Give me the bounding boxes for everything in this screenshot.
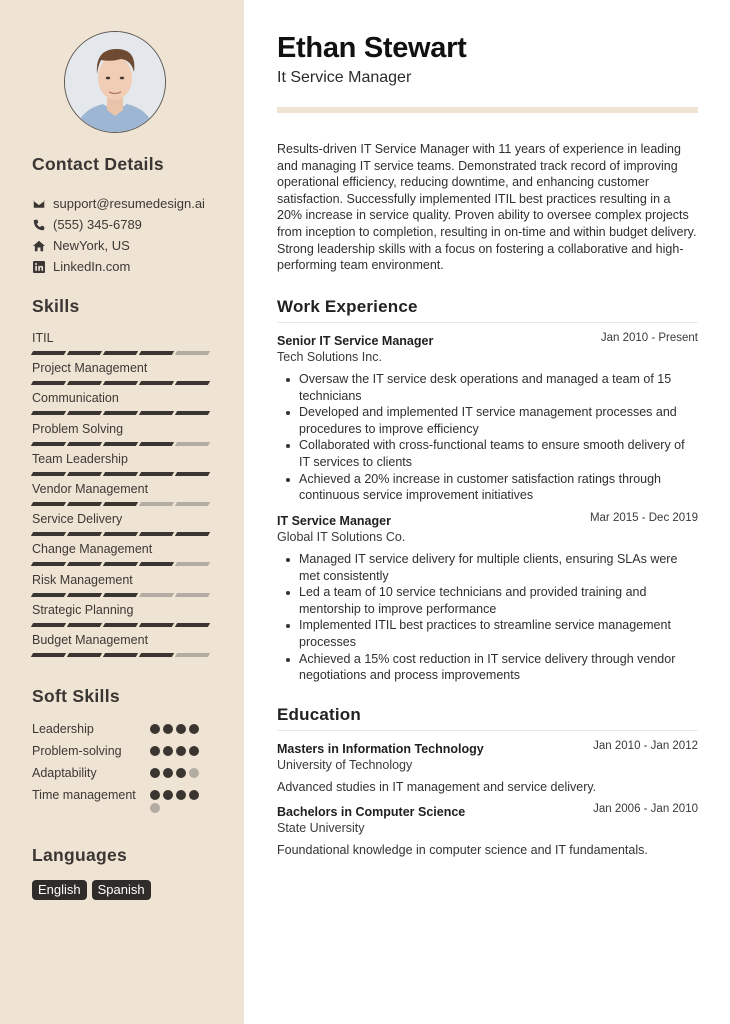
work-divider xyxy=(277,322,698,323)
skill-bar-filled xyxy=(67,532,102,536)
skill-label: Problem Solving xyxy=(32,421,124,436)
contact-phone-text: (555) 345-6789 xyxy=(53,217,142,232)
rating-dot-filled xyxy=(189,724,199,734)
skill-bar-filled xyxy=(67,381,102,385)
contact-email[interactable] xyxy=(32,193,205,214)
candidate-title: It Service Manager xyxy=(277,69,412,86)
soft-skill-item xyxy=(32,743,212,765)
rating-dot-filled xyxy=(176,746,186,756)
skill-bar-filled xyxy=(139,381,174,385)
soft-skill-rating xyxy=(150,790,202,813)
skill-bar-empty xyxy=(175,502,210,506)
languages-heading: Languages xyxy=(32,845,128,865)
skill-bar-filled xyxy=(139,442,174,446)
contact-location xyxy=(32,235,205,256)
soft-skill-item xyxy=(32,787,212,827)
work-entry xyxy=(277,512,698,684)
skill-bar-filled xyxy=(103,623,138,627)
linkedin-icon xyxy=(32,260,45,273)
degree-dates: Jan 2006 - Jan 2010 xyxy=(593,803,698,815)
skill-label: Strategic Planning xyxy=(32,602,134,617)
skill-item xyxy=(32,573,212,603)
skill-bar-filled xyxy=(31,562,66,566)
skill-bar-filled xyxy=(175,411,210,415)
skill-bar-filled xyxy=(103,442,138,446)
skill-label: Team Leadership xyxy=(32,451,128,466)
rating-dot-filled xyxy=(163,746,173,756)
skill-bar-filled xyxy=(175,381,210,385)
skill-bar-filled xyxy=(67,442,102,446)
degree-dates: Jan 2010 - Jan 2012 xyxy=(593,740,698,752)
skill-bar-empty xyxy=(139,593,174,597)
skill-level-meter xyxy=(32,502,212,506)
skill-bar-filled xyxy=(31,472,66,476)
job-company: Tech Solutions Inc. xyxy=(277,350,382,364)
home-icon xyxy=(32,239,45,252)
soft-skill-item xyxy=(32,721,212,743)
skill-item xyxy=(32,482,212,512)
rating-dot-filled xyxy=(176,724,186,734)
soft-skill-label: Leadership xyxy=(32,722,94,736)
job-bullet: Achieved a 15% cost reduction in IT service delivery through vendor negotiations and process improvements xyxy=(277,651,698,684)
skill-bar-empty xyxy=(175,442,210,446)
skill-label: Service Delivery xyxy=(32,512,123,527)
skill-level-meter xyxy=(32,351,212,355)
job-company: Global IT Solutions Co. xyxy=(277,530,406,544)
skill-level-meter xyxy=(32,593,212,597)
skill-item xyxy=(32,361,212,391)
language-badge: English xyxy=(32,880,87,900)
skill-item xyxy=(32,633,212,663)
contact-email-text: support@resumedesign.ai xyxy=(53,196,205,211)
skill-item xyxy=(32,422,212,452)
job-bullet: Achieved a 20% increase in customer satisfaction ratings through continuous service improvement initiatives xyxy=(277,471,698,504)
job-bullet: Implemented ITIL best practices to streamline service management processes xyxy=(277,617,698,650)
skill-level-meter xyxy=(32,472,212,476)
skill-bar-filled xyxy=(103,472,138,476)
skill-label: Project Management xyxy=(32,361,148,376)
phone-icon xyxy=(32,218,45,231)
skill-bar-filled xyxy=(31,502,66,506)
contact-phone[interactable] xyxy=(32,214,205,235)
school-name: State University xyxy=(277,821,365,835)
header-divider xyxy=(277,107,698,113)
skill-level-meter xyxy=(32,381,212,385)
contact-linkedin-text: LinkedIn.com xyxy=(53,259,131,274)
languages-list xyxy=(32,880,151,900)
soft-skill-rating xyxy=(150,724,202,734)
skill-bar-filled xyxy=(67,562,102,566)
skill-bar-filled xyxy=(103,653,138,657)
skill-label: Risk Management xyxy=(32,572,133,587)
rating-dot-filled xyxy=(163,768,173,778)
education-heading: Education xyxy=(277,705,361,724)
job-bullets xyxy=(277,551,698,684)
sidebar xyxy=(0,0,244,1024)
skill-item xyxy=(32,331,212,361)
work-entry xyxy=(277,332,698,504)
skill-bar-filled xyxy=(139,351,174,355)
rating-dot-filled xyxy=(189,746,199,756)
profile-photo xyxy=(64,31,166,133)
skill-bar-filled xyxy=(31,532,66,536)
soft-skill-rating xyxy=(150,768,202,778)
skill-bar-filled xyxy=(67,623,102,627)
degree-description: Advanced studies in IT management and service delivery. xyxy=(277,780,597,794)
skill-bar-filled xyxy=(103,351,138,355)
skill-bar-filled xyxy=(103,411,138,415)
skill-item xyxy=(32,512,212,542)
skill-bar-filled xyxy=(67,351,102,355)
rating-dot-filled xyxy=(163,724,173,734)
skill-bar-filled xyxy=(31,351,66,355)
skill-bar-filled xyxy=(175,472,210,476)
skill-label: Budget Management xyxy=(32,632,149,647)
education-entry xyxy=(277,803,698,858)
work-heading: Work Experience xyxy=(277,297,418,316)
skill-bar-filled xyxy=(67,653,102,657)
skill-label: ITIL xyxy=(32,331,54,345)
degree-name: Bachelors in Computer Science xyxy=(277,805,466,819)
skill-bar-empty xyxy=(175,562,210,566)
school-name: University of Technology xyxy=(277,758,413,772)
skill-level-meter xyxy=(32,653,212,657)
job-bullet: Collaborated with cross-functional teams to ensure smooth delivery of IT services to clients xyxy=(277,437,698,470)
skill-label: Vendor Management xyxy=(32,481,149,496)
skill-bar-filled xyxy=(31,442,66,446)
skill-bar-filled xyxy=(139,532,174,536)
envelope-icon xyxy=(32,197,45,210)
job-role: Senior IT Service Manager xyxy=(277,334,434,348)
candidate-name: Ethan Stewart xyxy=(277,32,467,64)
rating-dot-filled xyxy=(189,790,199,800)
skill-bar-filled xyxy=(103,562,138,566)
job-bullet: Oversaw the IT service desk operations and managed a team of 15 technicians xyxy=(277,371,698,404)
rating-dot-filled xyxy=(176,768,186,778)
skill-bar-filled xyxy=(139,411,174,415)
skill-bar-filled xyxy=(139,623,174,627)
rating-dot-filled xyxy=(150,724,160,734)
skill-bar-filled xyxy=(67,472,102,476)
education-entry xyxy=(277,740,698,795)
skill-level-meter xyxy=(32,623,212,627)
contact-location-text: NewYork, US xyxy=(53,238,130,253)
skill-bar-filled xyxy=(31,411,66,415)
skill-bar-filled xyxy=(139,562,174,566)
skill-item xyxy=(32,391,212,421)
rating-dot-filled xyxy=(163,790,173,800)
skill-bar-filled xyxy=(103,593,138,597)
skill-bar-filled xyxy=(31,653,66,657)
skill-label: Communication xyxy=(32,391,119,406)
rating-dot-filled xyxy=(176,790,186,800)
skill-bar-filled xyxy=(31,381,66,385)
skill-label: Change Management xyxy=(32,542,153,557)
contact-heading: Contact Details xyxy=(32,154,164,174)
skill-item xyxy=(32,452,212,482)
job-bullet: Managed IT service delivery for multiple clients, ensuring SLAs were met consistently xyxy=(277,551,698,584)
language-badge: Spanish xyxy=(92,880,151,900)
rating-dot-filled xyxy=(150,746,160,756)
rating-dot-filled xyxy=(150,790,160,800)
skill-level-meter xyxy=(32,532,212,536)
soft-skill-rating xyxy=(150,746,202,756)
education-divider xyxy=(277,730,698,731)
degree-name: Masters in Information Technology xyxy=(277,742,484,756)
skill-level-meter xyxy=(32,442,212,446)
skills-heading: Skills xyxy=(32,296,80,316)
skill-bar-filled xyxy=(175,623,210,627)
rating-dot-filled xyxy=(150,768,160,778)
avatar-portrait-icon xyxy=(65,32,165,132)
job-dates: Jan 2010 - Present xyxy=(600,332,698,344)
skill-level-meter xyxy=(32,562,212,566)
skill-bar-empty xyxy=(175,351,210,355)
skill-bar-filled xyxy=(103,502,138,506)
skill-bar-filled xyxy=(139,653,174,657)
soft-skills-list xyxy=(32,721,212,827)
soft-skill-label: Adaptability xyxy=(32,766,97,780)
skill-bar-filled xyxy=(103,532,138,536)
skills-list xyxy=(32,331,212,663)
skill-item xyxy=(32,542,212,572)
rating-dot-empty xyxy=(150,803,160,813)
rating-dot-empty xyxy=(189,768,199,778)
skill-level-meter xyxy=(32,411,212,415)
skill-bar-filled xyxy=(139,472,174,476)
skill-item xyxy=(32,603,212,633)
job-role: IT Service Manager xyxy=(277,514,391,528)
job-bullets xyxy=(277,371,698,504)
contact-list xyxy=(32,193,205,277)
soft-skill-label: Time management xyxy=(32,788,136,802)
skill-bar-filled xyxy=(31,623,66,627)
skill-bar-filled xyxy=(103,381,138,385)
summary-paragraph: Results-driven IT Service Manager with 11 years of experience in leading and managing IT service teams. Demonstrated track record of improving operational efficiency, reducing downtime, and enhancing customer satisfaction. Successfully implemented ITIL best practices resulting in a 20% increase in service quality. Proven ability to oversee complex projects from inception to completion, resulting in on-time and within budget delivery. Strong leadership skills with a focus on fostering a collaborative and high-performing team environment. xyxy=(277,142,697,273)
skill-bar-filled xyxy=(67,502,102,506)
skill-bar-empty xyxy=(175,653,210,657)
soft-skills-heading: Soft Skills xyxy=(32,686,120,706)
job-bullet: Led a team of 10 service technicians and provided training and mentorship to improve performance xyxy=(277,584,698,617)
degree-description: Foundational knowledge in computer science and IT fundamentals. xyxy=(277,843,648,857)
contact-linkedin[interactable] xyxy=(32,256,205,277)
skill-bar-filled xyxy=(31,593,66,597)
skill-bar-empty xyxy=(175,593,210,597)
job-bullet: Developed and implemented IT service management processes and procedures to improve efficiency xyxy=(277,404,698,437)
skill-bar-filled xyxy=(67,411,102,415)
skill-bar-empty xyxy=(139,502,174,506)
job-dates: Mar 2015 - Dec 2019 xyxy=(589,512,698,524)
skill-bar-filled xyxy=(175,532,210,536)
soft-skill-label: Problem-solving xyxy=(32,744,122,758)
skill-bar-filled xyxy=(67,593,102,597)
soft-skill-item xyxy=(32,765,212,787)
